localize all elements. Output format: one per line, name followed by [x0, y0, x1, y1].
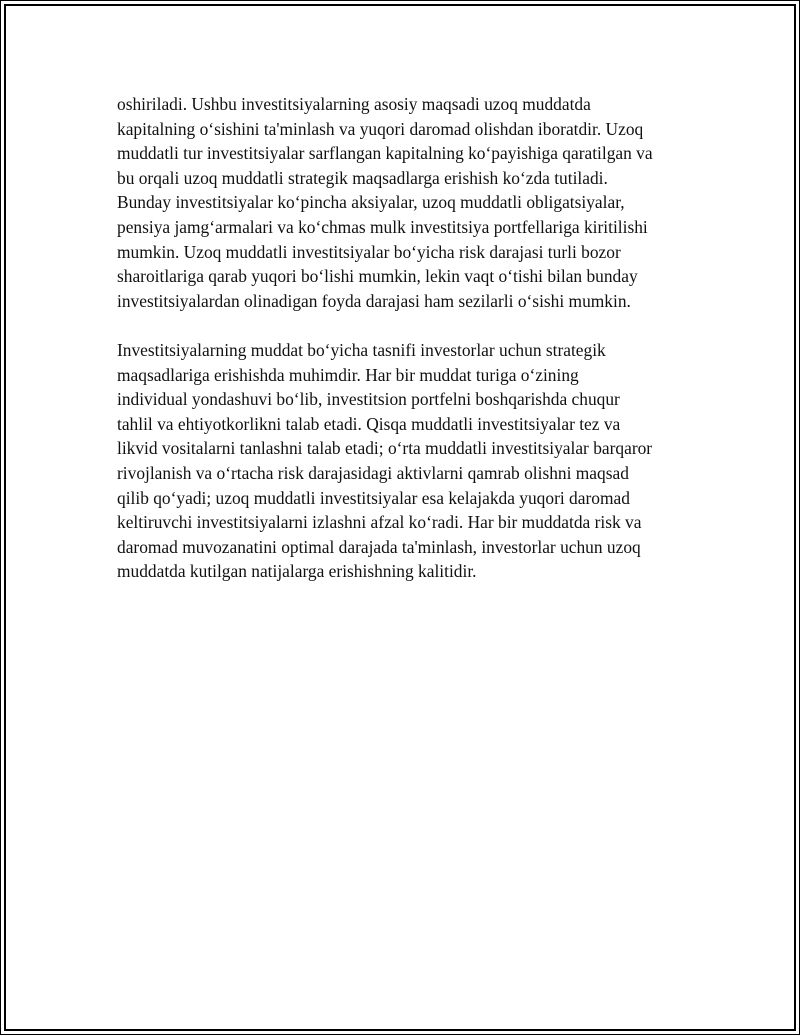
text-line: daromad muvozanatini optimal darajada ta'minlash, investorlar uchun uzoq: [117, 536, 641, 557]
text-line: maqsadlariga erishishda muhimdir. Har bir muddat turiga o‘zining: [117, 364, 579, 385]
text-line: pensiya jamg‘armalari va ko‘chmas mulk investitsiya portfellariga kiritilishi: [117, 216, 648, 237]
text-line: investitsiyalardan olinadigan foyda darajasi ham sezilarli o‘sishi mumkin.: [117, 290, 631, 311]
text-line: qilib qo‘yadi; uzoq muddatli investitsiyalar esa kelajakda yuqori daromad: [117, 487, 630, 508]
document-body: [117, 92, 697, 608]
text-line: bu orqali uzoq muddatli strategik maqsadlarga erishish ko‘zda tutiladi.: [117, 167, 608, 188]
text-line: keltiruvchi investitsiyalarni izlashni afzal ko‘radi. Har bir muddatda risk va: [117, 512, 642, 533]
text-line: muddatli tur investitsiyalar sarflangan kapitalning ko‘payishiga qaratilgan va: [117, 143, 653, 164]
text-line: mumkin. Uzoq muddatli investitsiyalar bo‘yicha risk darajasi turli bozor: [117, 241, 621, 262]
text-line: individual yondashuvi bo‘lib, investitsion portfelni boshqarishda chuqur: [117, 389, 620, 410]
text-line: kapitalning o‘sishini ta'minlash va yuqori daromad olishdan iboratdir. Uzoq: [117, 118, 644, 139]
text-line: sharoitlariga qarab yuqori bo‘lishi mumkin, lekin vaqt o‘tishi bilan bunday: [117, 266, 638, 287]
paragraph-1: [117, 92, 697, 313]
text-line: Investitsiyalarning muddat bo‘yicha tasnifi investorlar uchun strategik: [117, 339, 606, 360]
text-line: muddatda kutilgan natijalarga erishishning kalitidir.: [117, 561, 477, 582]
text-line: Bunday investitsiyalar ko‘pincha aksiyalar, uzoq muddatli obligatsiyalar,: [117, 192, 625, 213]
text-line: likvid vositalarni tanlashni talab etadi; o‘rta muddatli investitsiyalar barqaror: [117, 438, 653, 459]
paragraph-2: [117, 338, 697, 584]
text-line: oshiriladi. Ushbu investitsiyalarning asosiy maqsadi uzoq muddatda: [117, 94, 591, 114]
text-line: tahlil va ehtiyotkorlikni talab etadi. Qisqa muddatli investitsiyalar tez va: [117, 413, 621, 434]
text-line: rivojlanish va o‘rtacha risk darajasidagi aktivlarni qamrab olishni maqsad: [117, 462, 629, 483]
